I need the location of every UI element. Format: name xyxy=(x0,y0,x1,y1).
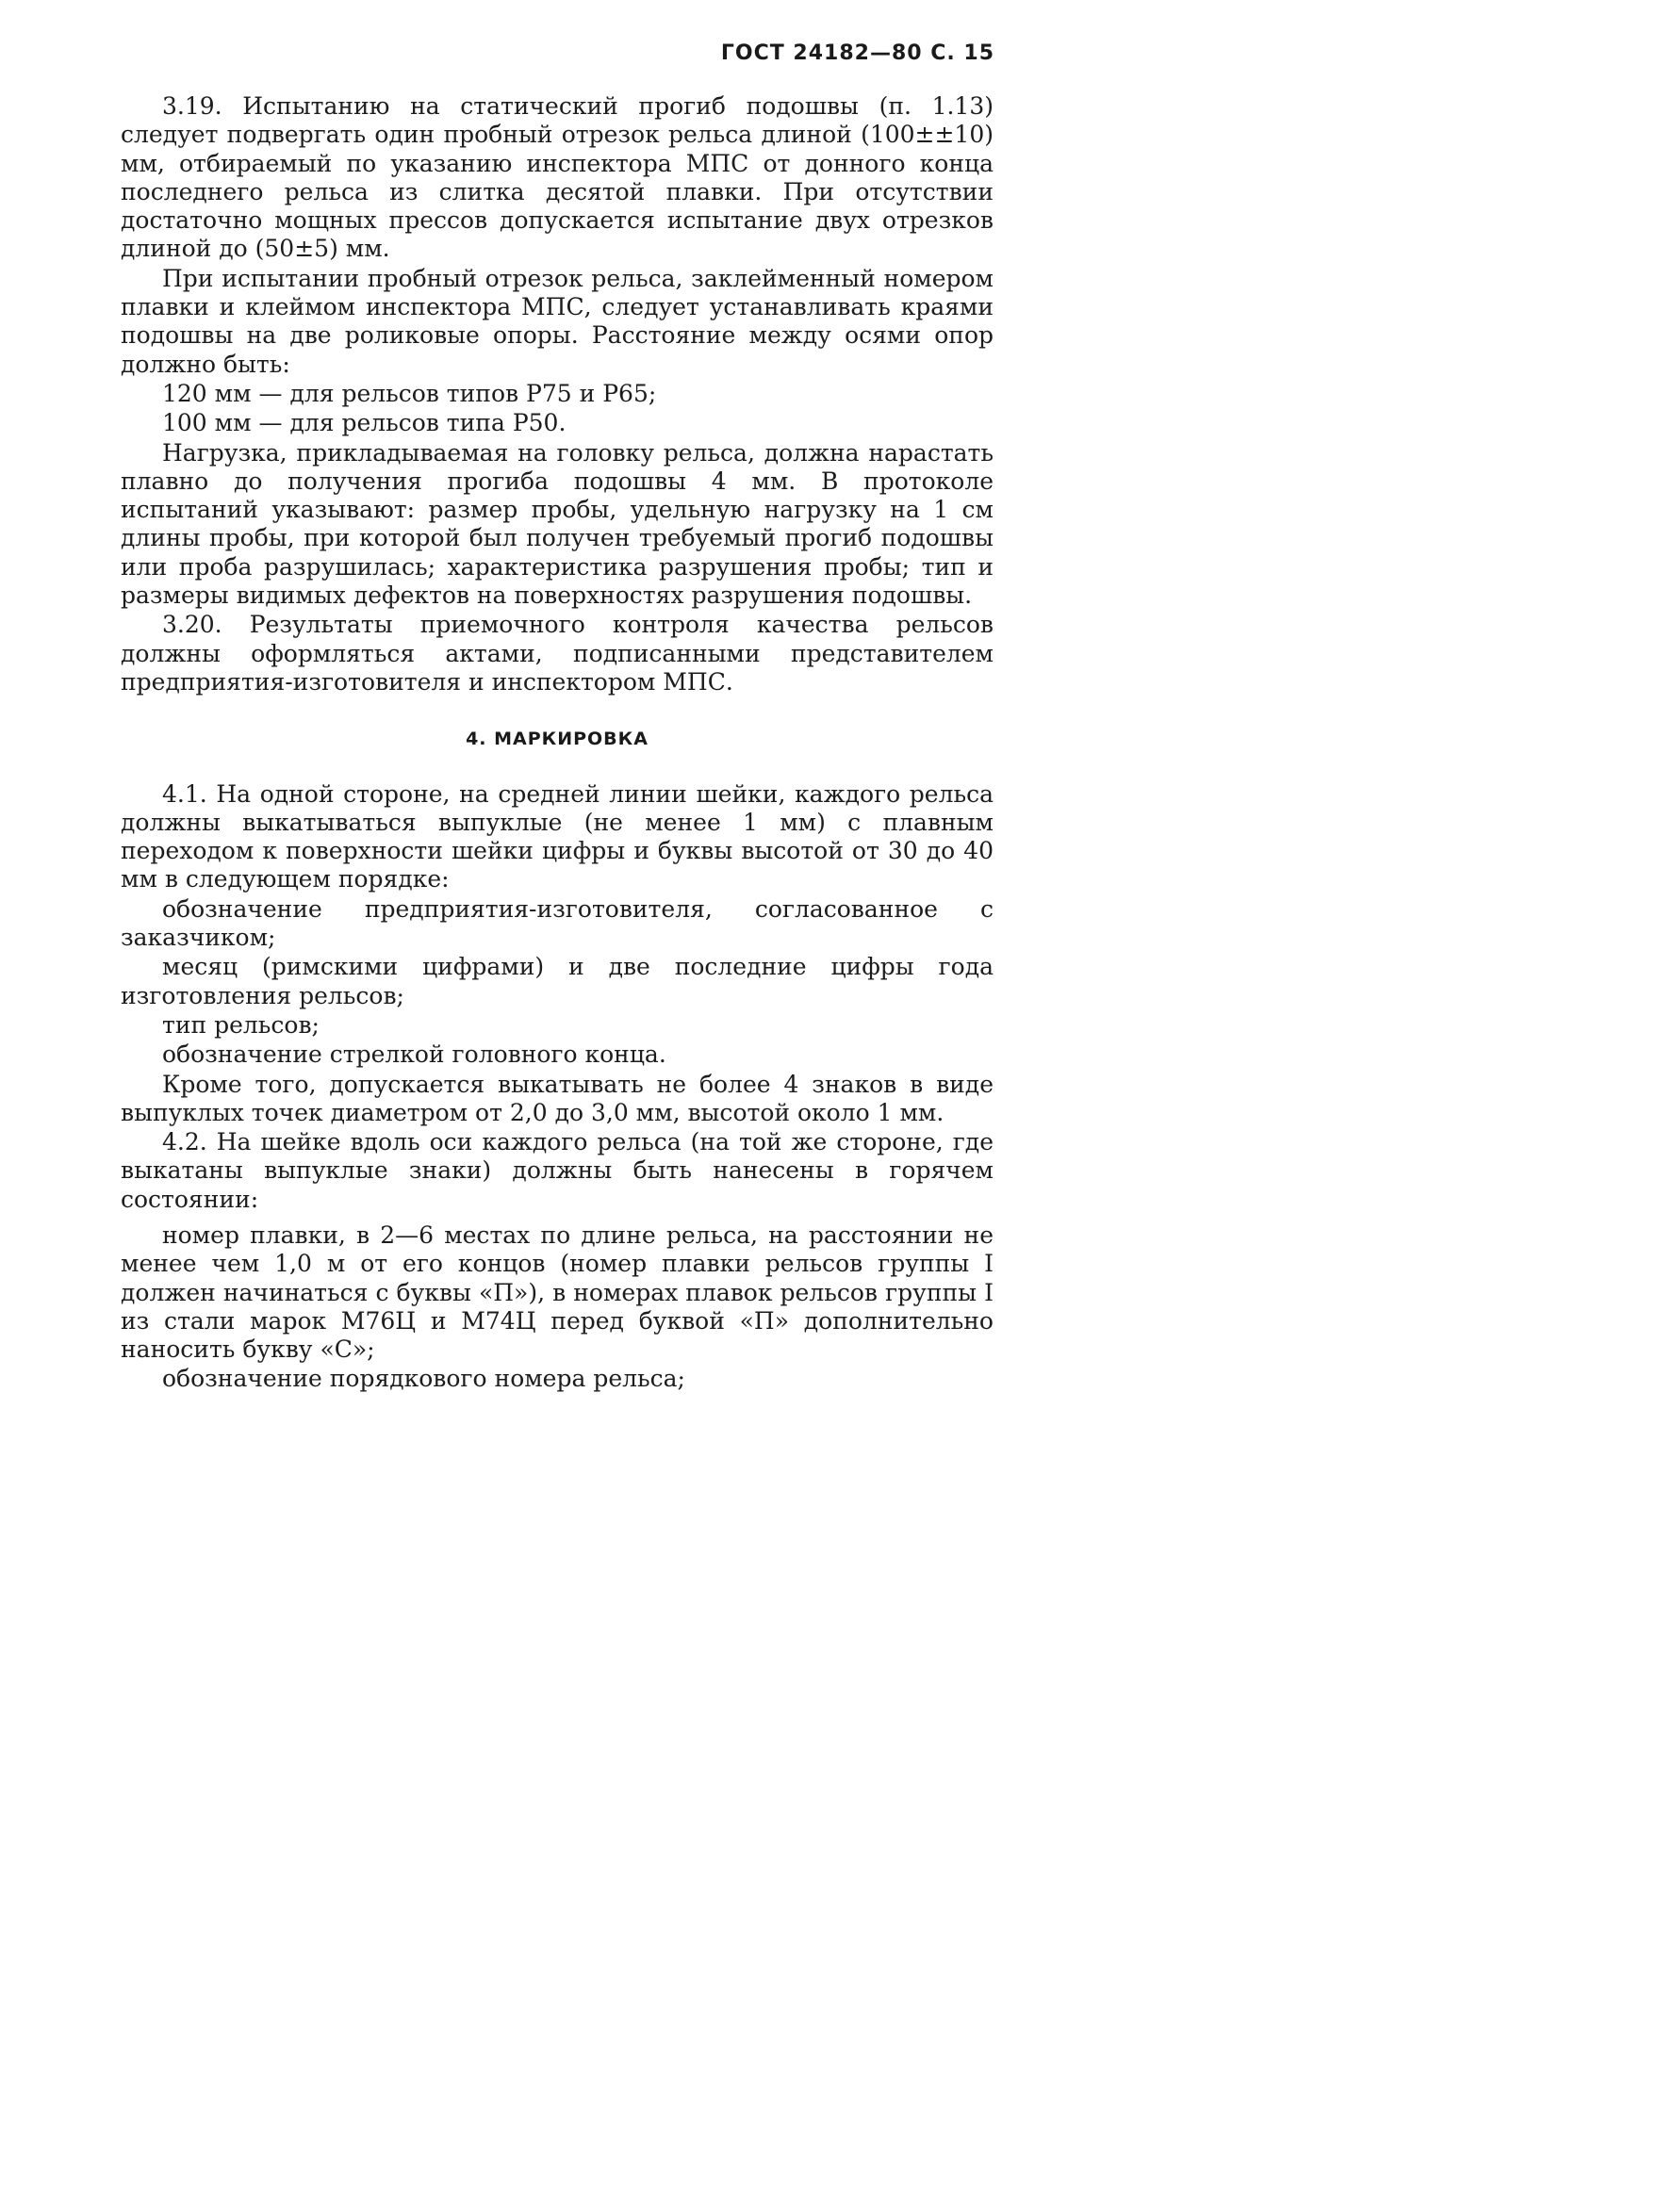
paragraph-load: Нагрузка, прикладываемая на головку рельса, должна нарастать плавно до получения прогиба подошвы 4 мм. В протоколе испытаний указывают: размер пробы, удельную нагрузку на 1 см длины пробы, при которой был получен требуемый прогиб подошвы или проба разрушилась; характеристика разрушения пробы; тип и размеры видимых дефектов на поверхностях разрушения подошвы. xyxy=(121,438,994,610)
list-item-rail-type: тип рельсов; xyxy=(162,1010,320,1039)
list-item-month-year: месяц (римскими цифрами) и две последние цифры года изготовления рельсов; xyxy=(121,953,994,1009)
paragraph-3-19: 3.19. Испытанию на статический прогиб подошвы (п. 1.13) следует подвергать один пробный отрезок рельса длиной (100±±10) мм, отбираемый по указанию инспектора МПС от донного конца последнего рельса из слитка десятой плавки. При отсутствии достаточно мощных прессов допускается испытание двух отрезков длиной до (50±5) мм. xyxy=(121,92,994,263)
document-page xyxy=(0,0,1106,1475)
list-item-120mm: 120 мм — для рельсов типов Р75 и Р65; xyxy=(162,379,657,407)
paragraph-4-2: 4.2. На шейке вдоль оси каждого рельса (на той же стороне, где выкатаны выпуклые знаки) должны быть нанесены в горячем состоянии: xyxy=(121,1128,994,1213)
list-item-heat-number: номер плавки, в 2—6 местах по длине рельса, на расстоянии не менее чем 1,0 м от его концов (номер плавки рельсов группы I должен начинаться с буквы «П»), в номерах плавок рельсов группы I из стали марок М76Ц и М74Ц перед буквой «П» дополнительно наносить букву «С»; xyxy=(121,1221,994,1364)
paragraph-3-20: 3.20. Результаты приемочного контроля качества рельсов должны оформляться актами, подписанными представителем предприятия-изготовителя и инспектором МПС. xyxy=(121,611,994,696)
paragraph-test-setup: При испытании пробный отрезок рельса, заклейменный номером плавки и клеймом инспектора МПС, следует устанавливать краями подошвы на две роликовые опоры. Расстояние между осями опор должно быть: xyxy=(121,264,994,378)
list-item-arrow: обозначение стрелкой головного конца. xyxy=(162,1040,666,1069)
list-item-manufacturer: обозначение предприятия-изготовителя, согласованное с заказчиком; xyxy=(121,894,994,952)
document-body xyxy=(121,92,994,1394)
list-item-serial-number: обозначение порядкового номера рельса; xyxy=(162,1365,685,1393)
page-header: ГОСТ 24182—80 С. 15 xyxy=(720,41,994,65)
paragraph-extra-marks: Кроме того, допускается выкатывать не более 4 знаков в виде выпуклых точек диаметром от 2,0 до 3,0 мм, высотой около 1 мм. xyxy=(121,1070,994,1126)
list-item-100mm: 100 мм — для рельсов типа Р50. xyxy=(162,409,567,437)
section-title-marking: 4. МАРКИРОВКА xyxy=(466,729,649,750)
paragraph-4-1: 4.1. На одной стороне, на средней линии шейки, каждого рельса должны выкатываться выпуклые (не менее 1 мм) с плавным переходом к поверхности шейки цифры и буквы высотой от 30 до 40 мм в следующем порядке: xyxy=(121,779,994,893)
